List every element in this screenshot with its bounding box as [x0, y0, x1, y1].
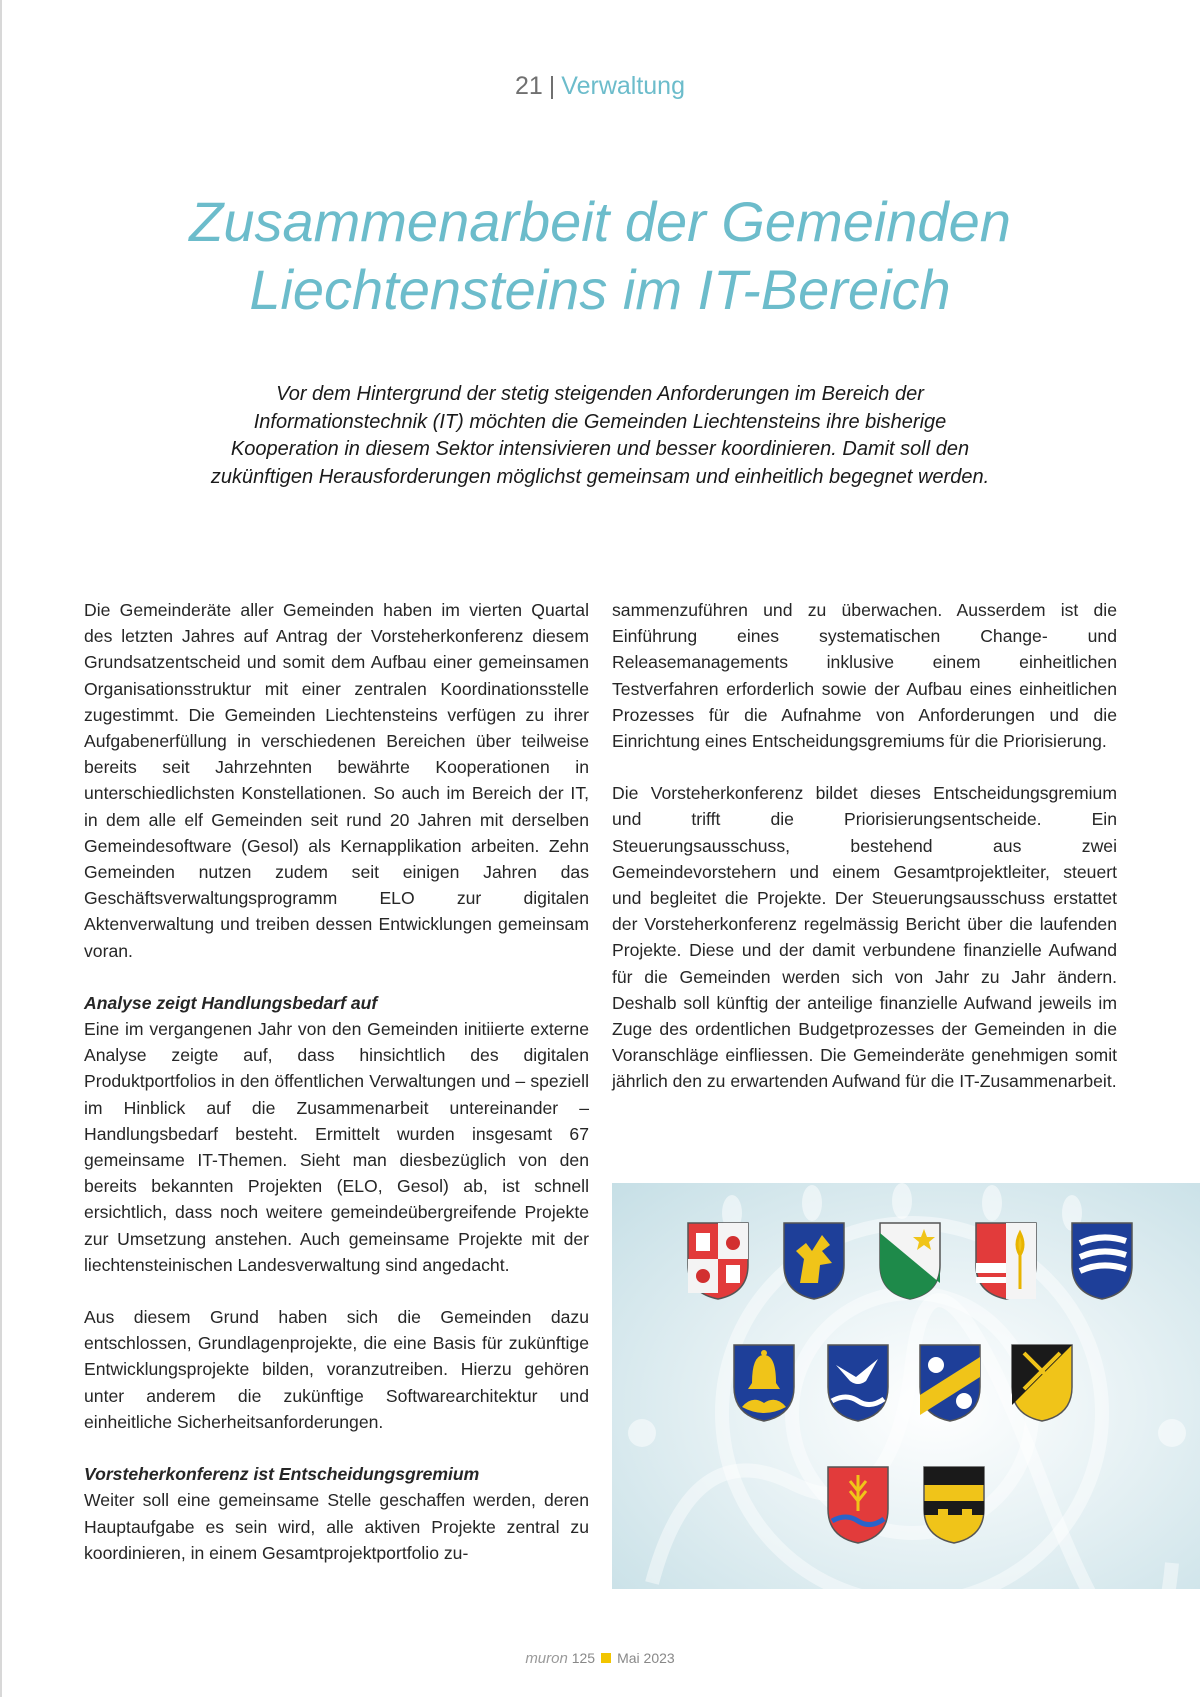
page-edge-rule	[0, 0, 2, 1697]
paragraph: Die Gemeinderäte aller Gemeinden haben im vierten Quartal des letzten Jahres auf Antrag der Vorsteherkonferenz diesem Grundsatzentscheid und somit dem Aufbau einer gemeinsamen Organisationsstruktur mit einer zentralen Koordinationsstelle zugestimmt. Die Gemeinden Liechtensteins verfügen zu ihrer Aufgabenerfüllung in verschiedenen Bereichen über teilweise bereits seit Jahrzehnten bewährte Kooperationen in unterschiedlichsten Konstellationen. So auch im Bereich der IT, in dem alle elf Gemeinden seit rund 20 Jahren mit derselben Gemeindesoftware (Gesol) als Kernapplikation arbeiten. Zehn Gemeinden nutzen zudem seit einigen Jahren das Geschäftsverwaltungsprogramm ELO zur digitalen Aktenverwaltung und treiben dessen Entwicklungen gemeinsam voran.	[84, 600, 589, 961]
paragraph: Eine im vergangenen Jahr von den Gemeinden initiierte externe Analyse zeigte auf, dass hinsichtlich des digitalen Produktportfolios in den öffentlichen Verwaltungen und – speziell im Hinblick auf die Zusammenarbeit untereinander – Handlungsbedarf besteht. Ermittelt wurden insgesamt 67 gemeinsame IT-Themen. Sieht man diesbezüglich von den bereits bekannten Projekten (ELO, Gesol) ab, ist schnell ersichtlich, dass noch weitere gemeindeübergreifende Projekte zur Umsetzung anstehen. Auch gemeinsame Projekte mit der liechtensteinischen Landesverwaltung sind angedacht.	[84, 1019, 589, 1275]
mauren-crest-icon	[922, 1465, 986, 1545]
subheading: Vorsteherkonferenz ist Entscheidungsgremium	[84, 1464, 480, 1485]
schellenberg-crest-icon	[1010, 1343, 1074, 1423]
magazine-name: muron	[525, 1650, 568, 1667]
eschen-crest-icon	[1070, 1221, 1134, 1301]
ruggell-crest-icon	[918, 1343, 982, 1423]
right-column	[612, 597, 1117, 1095]
section-name: Verwaltung	[561, 72, 685, 100]
page-header	[0, 72, 1200, 101]
page-number: 21	[514, 72, 543, 100]
gamprin-crest-icon	[826, 1343, 890, 1423]
triesen-crest-icon	[732, 1343, 796, 1423]
subheading: Analyse zeigt Handlungsbedarf auf	[84, 992, 378, 1013]
municipality-crests-panel	[612, 1183, 1200, 1589]
issue-number: 125	[571, 1650, 596, 1666]
title-line-2: Liechtensteins im IT-Bereich	[249, 258, 951, 321]
paragraph: sammenzuführen und zu überwachen. Ausserdem ist die Einführung eines systematischen Change- und Releasemanagements inklusive einem einheitlichen Testverfahren erforderlich sowie der Aufbau eines einheitlichen Prozesses für die Aufnahme von Anforderungen und die Einrichtung eines Entscheidungsgremiums für die Priorisierung.	[612, 600, 1117, 752]
page-footer	[0, 1650, 1200, 1667]
paragraph: Weiter soll eine gemeinsame Stelle geschaffen werden, deren Hauptaufgabe es sein wird, alle aktiven Projekte zentral zu koordinieren, in einem Gesamtprojektportfolio zu-	[84, 1490, 589, 1563]
schaan-crest-icon	[782, 1221, 846, 1301]
article-lead: Vor dem Hintergrund der stetig steigenden Anforderungen im Bereich der Informationstechnik (IT) möchten die Gemeinden Liechtensteins ihre bisherige Kooperation in diesem Sektor intensivieren und besser koordinieren. Damit soll den zukünftigen Herausforderungen möglichst gemeinsam und einheitlich begegnet werden.	[210, 383, 990, 488]
issue-date: Mai 2023	[617, 1650, 675, 1666]
paragraph: Die Vorsteherkonferenz bildet dieses Entscheidungsgremium und trifft die Priorisierungsentscheide. Ein Steuerungsausschuss, bestehend aus zwei Gemeindevorstehern und einem Gesamtprojektleiter, steuert und begleitet die Projekte. Der Steuerungsausschuss erstattet der Vorsteherkonferenz regelmässig Bericht über die laufenden Projekte. Diese und der damit verbundene finanzielle Aufwand für die Gemeinden werden sich von Jahr zu Jahr ändern. Deshalb soll künftig der anteilige finanzielle Aufwand jeweils im Zuge des ordentlichen Budgetprozesses der Gemeinden in die Voranschläge einfliessen. Die Gemeinderäte genehmigen somit jährlich den zu erwartenden Aufwand für die IT-Zusammenarbeit.	[612, 783, 1117, 1092]
footer-square-icon	[601, 1653, 611, 1663]
balzers-crest-icon	[974, 1221, 1038, 1301]
paragraph: Aus diesem Grund haben sich die Gemeinden dazu entschlossen, Grundlagenprojekte, die eine Basis für zukünftige Entwicklungsprojekte bilden, voranzutreiben. Hierzu gehören unter anderem die zukünftige Softwarearchitektur und einheitliche Sicherheitsanforderungen.	[84, 1307, 589, 1432]
title-line-1: Zusammenarbeit der Gemeinden	[189, 190, 1011, 253]
planken-crest-icon	[826, 1465, 890, 1545]
left-column	[84, 597, 589, 1566]
header-separator: |	[548, 72, 556, 100]
vaduz-crest-icon	[686, 1221, 750, 1301]
article-title	[60, 188, 1140, 324]
triesenberg-crest-icon	[878, 1221, 942, 1301]
